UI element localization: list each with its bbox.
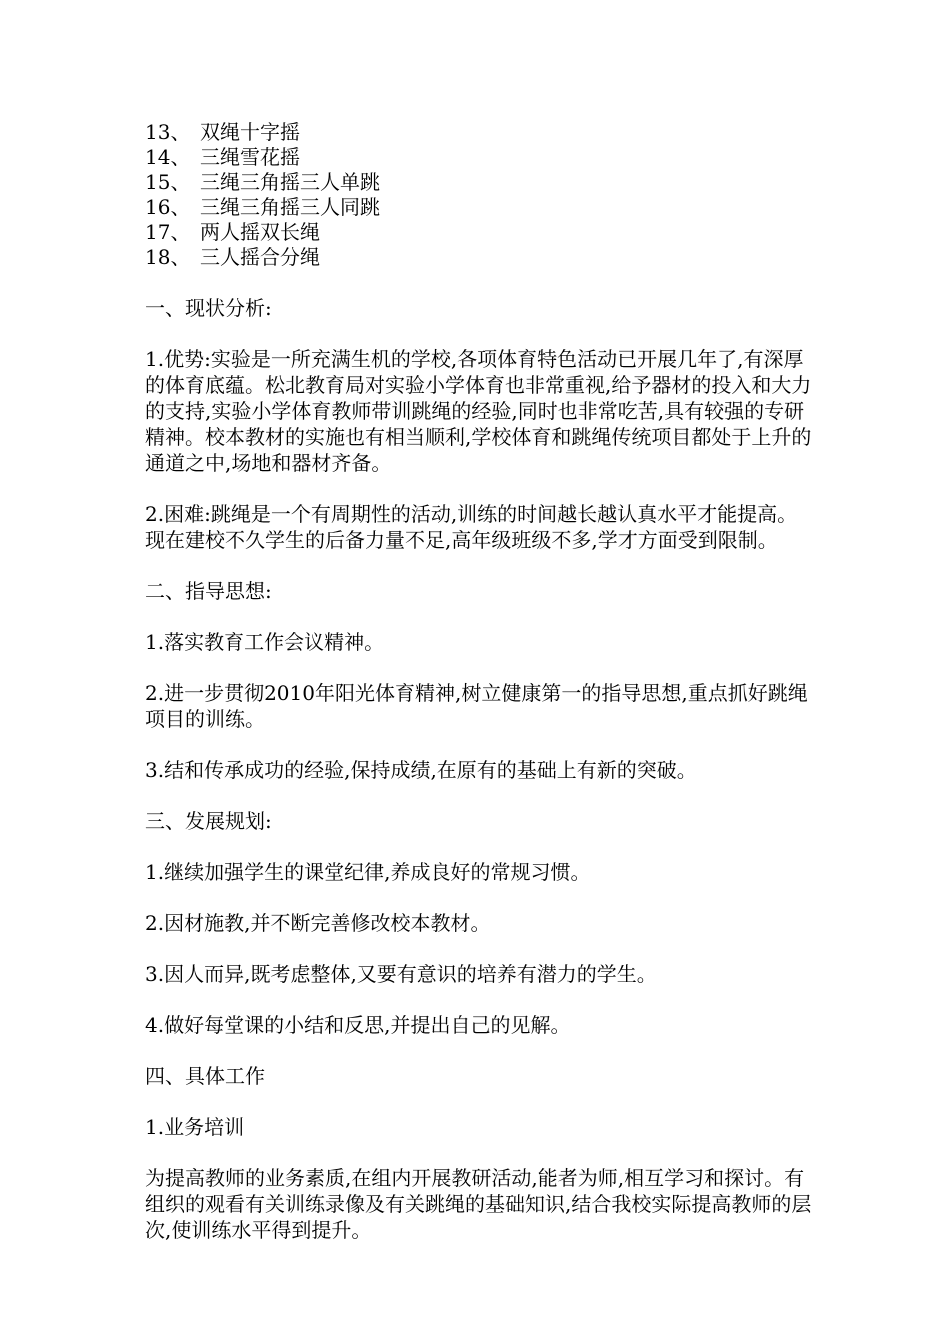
list-number: 16、: [145, 195, 191, 219]
paragraph-business-training: 为提高教师的业务素质,在组内开展教研活动,能者为师,相互学习和探讨。有组织的观看有关训练录像及有关跳绳的基础知识,结合我校实际提高教师的层次,使训练水平得到提升。: [145, 1166, 812, 1242]
list-item: [145, 170, 815, 195]
list-text: 三绳雪花摇: [200, 145, 300, 169]
list-text: 两人摇双长绳: [200, 220, 320, 244]
paragraph-plan-1: 1.继续加强学生的课堂纪律,养成良好的常规习惯。: [145, 860, 591, 884]
rope-skipping-list: [145, 120, 815, 270]
paragraph-guiding-1: 1.落实教育工作会议精神。: [145, 630, 385, 654]
list-item: [145, 245, 815, 270]
list-number: 14、: [145, 145, 191, 169]
subheading-business-training: 1.业务培训: [145, 1115, 245, 1139]
document-page: [145, 120, 815, 1243]
list-text: 双绳十字摇: [200, 120, 300, 144]
paragraph-advantages: 1.优势:实验是一所充满生机的学校,各项体育特色活动已开展几年了,有深厚的体育底蕴。松北教育局对实验小学体育也非常重视,给予器材的投入和大力的支持,实验小学体育教师带训跳绳的经验,同时也非常吃苦,具有较强的专研精神。校本教材的实施也有相当顺利,学校体育和跳绳传统项目都处于上升的通道之中,场地和器材齐备。: [145, 347, 812, 475]
section-heading-status-analysis: 一、现状分析:: [145, 296, 272, 320]
paragraph-plan-3: 3.因人而异,既考虑整体,又要有意识的培养有潜力的学生。: [145, 962, 657, 986]
list-item: [145, 120, 815, 145]
paragraph-plan-2: 2.因材施教,并不断完善修改校本教材。: [145, 911, 491, 935]
list-number: 15、: [145, 170, 191, 194]
list-text: 三人摇合分绳: [200, 245, 320, 269]
list-text: 三绳三角摇三人同跳: [200, 195, 380, 219]
list-item: [145, 195, 815, 220]
paragraph-plan-4: 4.做好每堂课的小结和反思,并提出自己的见解。: [145, 1013, 571, 1037]
list-number: 13、: [145, 120, 191, 144]
paragraph-guiding-2: 2.进一步贯彻2010年阳光体育精神,树立健康第一的指导思想,重点抓好跳绳项目的训练。: [145, 681, 808, 731]
list-number: 17、: [145, 220, 191, 244]
list-item: [145, 220, 815, 245]
list-text: 三绳三角摇三人单跳: [200, 170, 380, 194]
list-number: 18、: [145, 245, 191, 269]
paragraph-guiding-3: 3.结和传承成功的经验,保持成绩,在原有的基础上有新的突破。: [145, 758, 697, 782]
section-heading-development-plan: 三、发展规划:: [145, 809, 272, 833]
list-item: [145, 145, 815, 170]
section-heading-guiding-ideology: 二、指导思想:: [145, 579, 272, 603]
section-heading-specific-work: 四、具体工作: [145, 1064, 265, 1088]
paragraph-difficulties: 2.困难:跳绳是一个有周期性的活动,训练的时间越长越认真水平才能提高。现在建校不久学生的后备力量不足,高年级班级不多,学才方面受到限制。: [145, 502, 798, 552]
